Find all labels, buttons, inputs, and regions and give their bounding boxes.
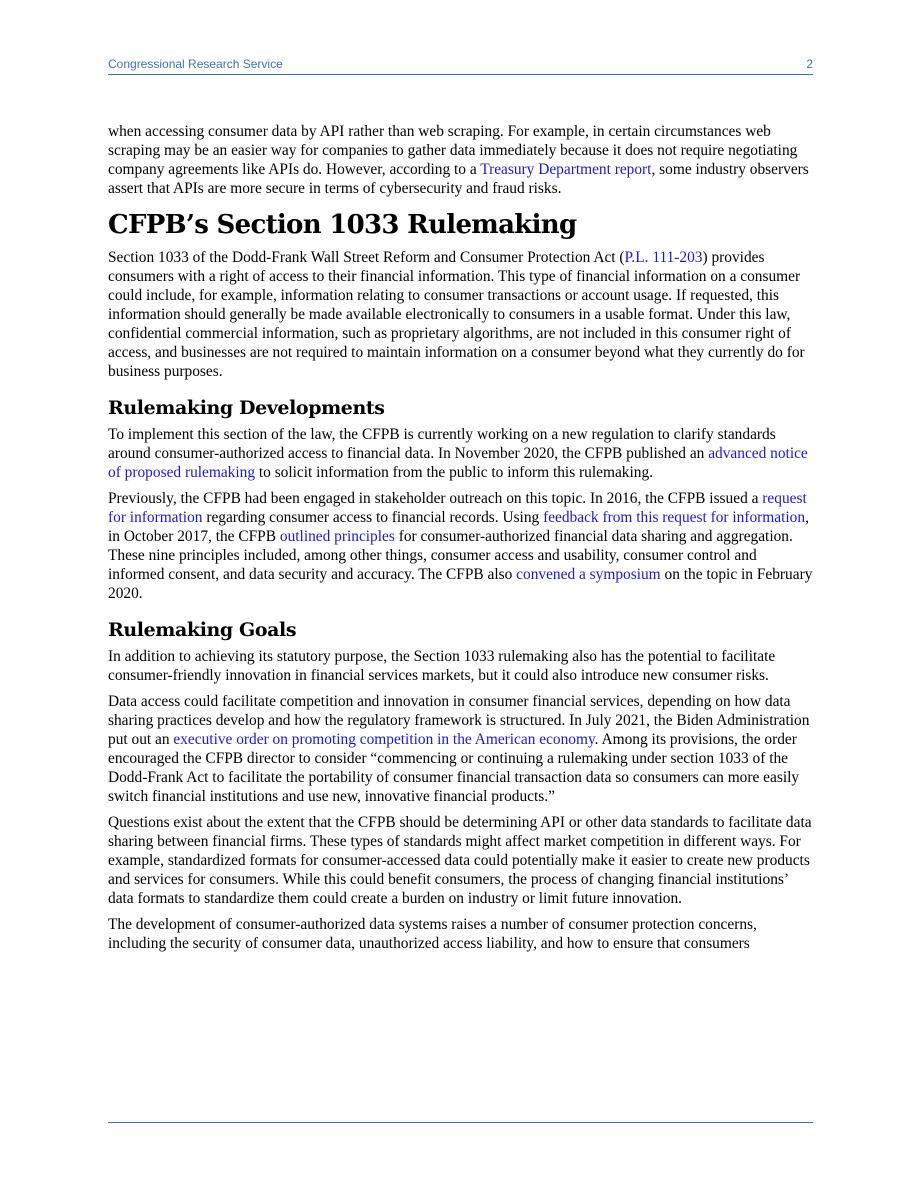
link-treasury-report[interactable]: Treasury Department report: [480, 161, 652, 178]
link-outlined-principles[interactable]: outlined principles: [279, 528, 395, 545]
paragraph-consumer-protection: [108, 915, 814, 953]
subheading-rulemaking-goals: Rulemaking Goals: [108, 619, 297, 641]
link-convened-symposium[interactable]: convened a symposium: [516, 566, 661, 583]
header-page-number: 2: [806, 57, 813, 71]
text-run: . Among its provisions, the order encouraged the CFPB director to consider “commencing or continuing a rulemaking under section 1033 of the Dodd-Frank Act to facilitate the portability of consumer financial transaction data so consumers can more easily switch financial institutions and use new, innovative financial products.”: [108, 731, 800, 805]
text-run: Section 1033 of the Dodd-Frank Wall Street Reform and Consumer Protection Act (: [108, 249, 625, 266]
text-run: , some industry observers assert that APIs are more secure in terms of cybersecurity and fraud risks.: [108, 161, 809, 197]
text-run: regarding consumer access to financial records. Using: [202, 509, 544, 526]
text-run: for consumer-authorized financial data sharing and aggregation. These nine principles included, among other things, consumer access and usability, consumer control and informed consent, and data security and accuracy. The CFPB also: [108, 528, 793, 583]
section-heading-1033: CFPB’s Section 1033 Rulemaking: [108, 210, 577, 240]
paragraph-statutory-purpose: [108, 647, 814, 685]
paragraph-data-standards: [108, 813, 814, 908]
text-run: ) provides consumers with a right of access to their financial information. This type of financial information on a consumer could include, for example, information relating to consumer transactions or account usage. If requested, this information should generally be made available electronically to consumers in a usable format. Under this law, confidential commercial information, such as proprietary algorithms, are not included in this consumer right of access, and businesses are not required to maintain information on a consumer beyond what they currently do for business purposes.: [108, 249, 805, 380]
link-pl-111-203[interactable]: P.L. 111-203: [624, 249, 703, 266]
link-request-for-information[interactable]: request for information: [108, 490, 807, 526]
paragraph-api-vs-scraping: [108, 122, 814, 198]
text-run: In addition to achieving its statutory purpose, the Section 1033 rulemaking also has the potential to facilitate consumer-friendly innovation in financial services markets, but it could also introduce new consumer risks.: [108, 648, 776, 684]
subheading-rulemaking-developments: Rulemaking Developments: [108, 397, 385, 419]
body-content: [108, 122, 814, 960]
text-run: Previously, the CFPB had been engaged in stakeholder outreach on this topic. In 2016, the CFPB issued a: [108, 490, 763, 507]
text-run: when accessing consumer data by API rather than web scraping. For example, in certain circumstances web scraping may be an easier way for companies to gather data immediately because it does not require negotiating company agreements like APIs do. However, according to a: [108, 123, 798, 178]
text-run: on the topic in February 2020.: [108, 566, 813, 602]
paragraph-implementation: [108, 425, 814, 482]
paragraph-competition: [108, 692, 814, 806]
paragraph-section-1033: [108, 248, 814, 381]
text-run: , in October 2017, the CFPB: [108, 509, 809, 545]
paragraph-stakeholder-outreach: [108, 489, 814, 603]
text-run: Data access could facilitate competition and innovation in consumer financial services, depending on how data sharing practices develop and how the regulatory framework is structured. In July 2021, the Biden Administration put out an: [108, 693, 810, 748]
text-run: Questions exist about the extent that the CFPB should be determining API or other data standards to facilitate data sharing between financial firms. These types of standards might affect market competition in different ways. For example, standardized formats for consumer-accessed data could potentially make it easier to create new products and services for consumers. While this could benefit consumers, the process of changing financial institutions’ data formats to standardize them could create a burden on industry or limit future innovation.: [108, 814, 812, 907]
text-run: to solicit information from the public to inform this rulemaking.: [255, 464, 653, 481]
link-feedback-request[interactable]: feedback from this request for information: [543, 509, 806, 526]
header-org-name: Congressional Research Service: [108, 57, 283, 71]
link-advanced-notice[interactable]: advanced notice of proposed rulemaking: [108, 445, 808, 481]
text-run: The development of consumer-authorized data systems raises a number of consumer protection concerns, including the security of consumer data, unauthorized access liability, and how to ensure that consumers: [108, 916, 757, 952]
text-run: To implement this section of the law, the CFPB is currently working on a new regulation to clarify standards around consumer-authorized access to financial data. In November 2020, the CFPB published an: [108, 426, 776, 462]
footer-divider: [108, 1122, 813, 1123]
page-header: [108, 56, 813, 75]
link-executive-order[interactable]: executive order on promoting competition in the American economy: [173, 731, 595, 748]
